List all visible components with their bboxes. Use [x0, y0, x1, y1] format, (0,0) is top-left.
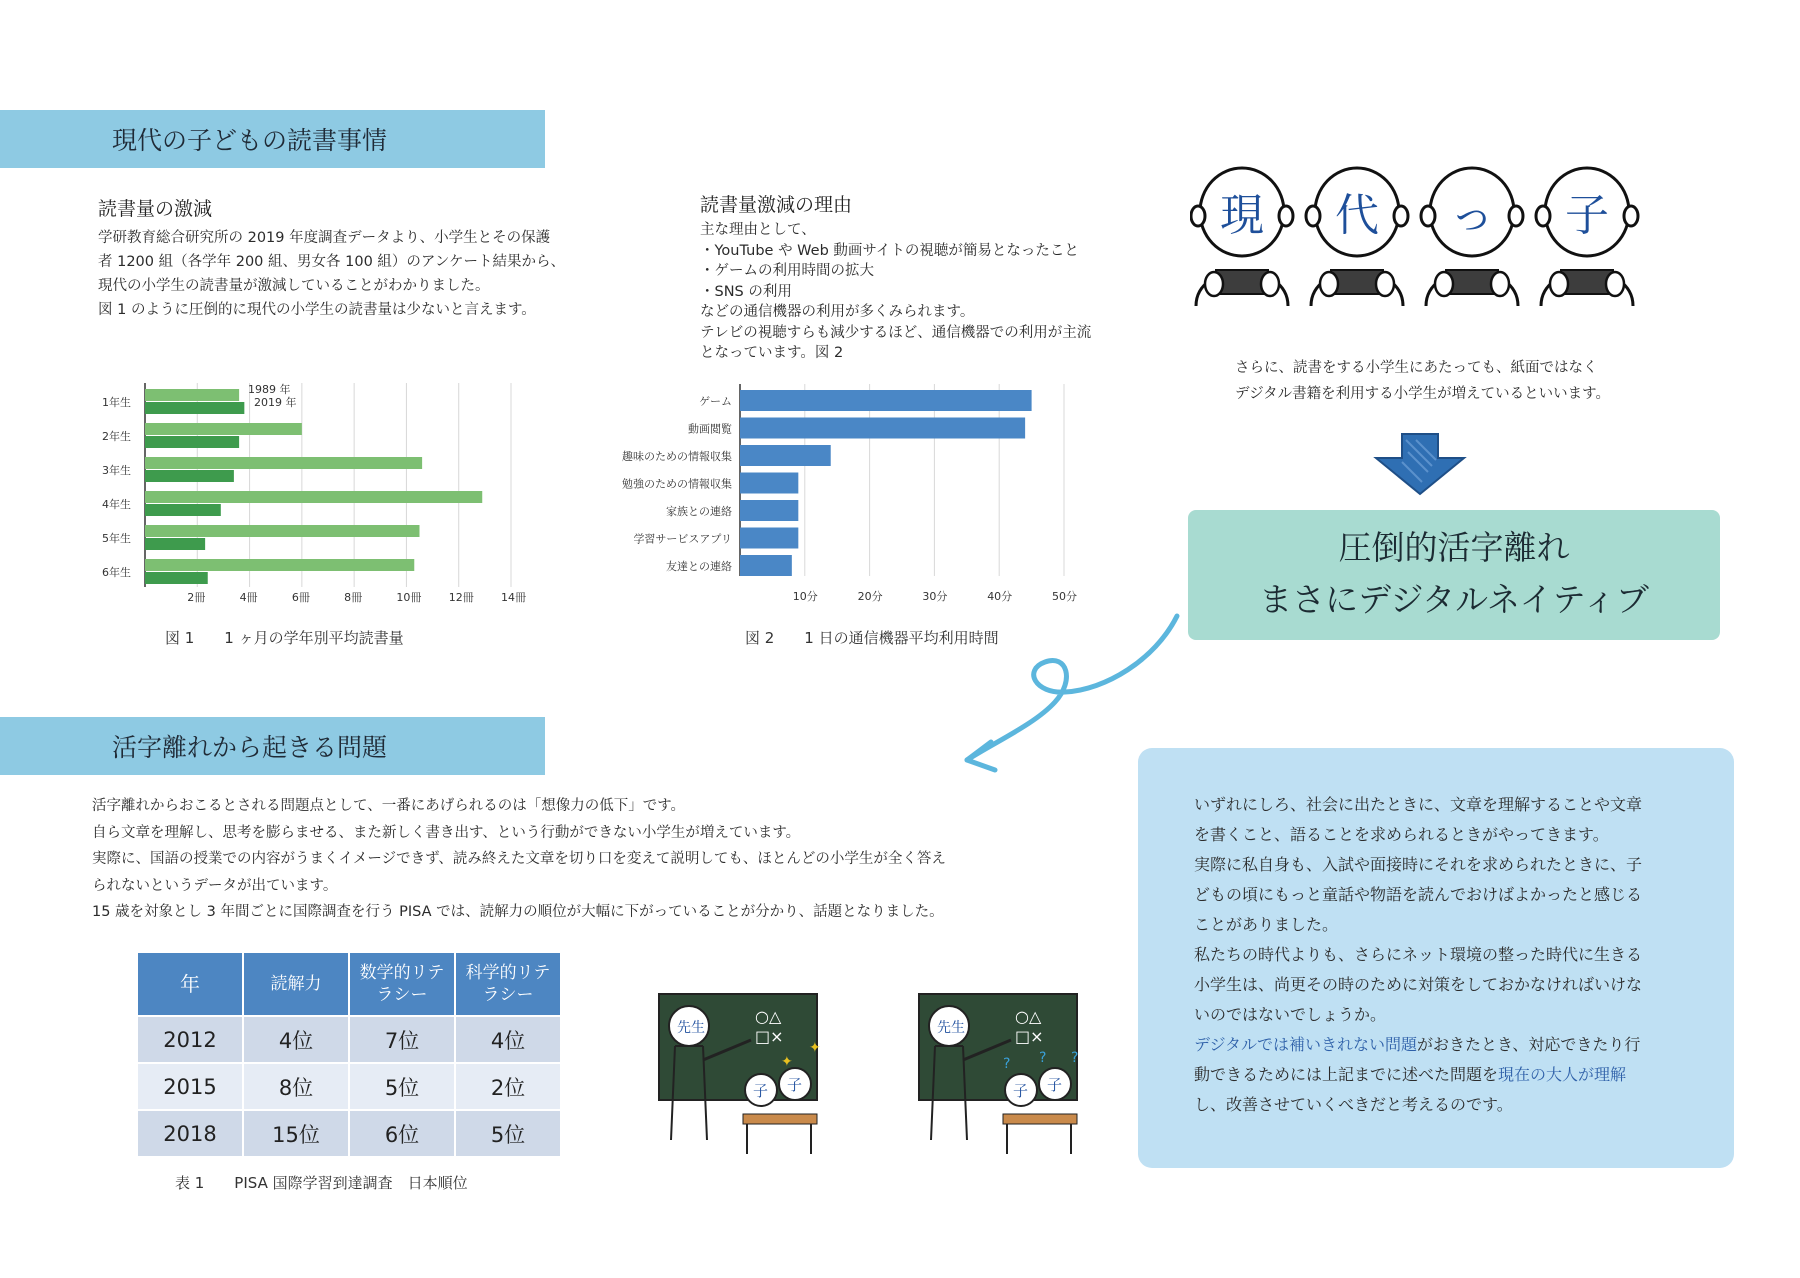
- svg-text:✦: ✦: [809, 1040, 821, 1056]
- table-cell: 5位: [456, 1111, 560, 1156]
- plain-text: 動できるためには上記までに述べた問題を: [1194, 1065, 1499, 1084]
- text-line: を書くこと、語ることを求められるときがやってきます。: [1194, 825, 1609, 844]
- bar: [740, 528, 798, 549]
- text-line: ・ゲームの利用時間の拡大: [700, 263, 874, 279]
- x-tick-label: 10冊: [396, 591, 422, 604]
- svg-text:□×: □×: [1015, 1027, 1044, 1046]
- text-line: いのではないでしょうか。: [1194, 1005, 1387, 1024]
- student-label: 子: [1013, 1082, 1029, 1100]
- text-line: 活字離れからおこるとされる問題点として、一番にあげられるのは「想像力の低下」です。: [92, 798, 686, 814]
- text-line: テレビの視聴すらも減少するほど、通信機器での利用が主流: [700, 324, 1092, 341]
- table-cell: 2015: [138, 1064, 242, 1109]
- x-tick-label: 14冊: [501, 591, 526, 604]
- text-line: などの通信機器の利用が多くみられます。: [700, 304, 975, 320]
- figure2-caption: 図 2 1 日の通信機器平均利用時間: [745, 629, 999, 647]
- text-line: [1194, 1060, 1694, 1090]
- y-tick-label: 6年生: [102, 566, 131, 579]
- decline-reasons-text: [700, 220, 1091, 364]
- section-banner-problems: 活字離れから起きる問題: [0, 717, 545, 775]
- kid-ear: [1279, 206, 1293, 226]
- text-line: ・YouTube や Web 動画サイトの視聴が簡易となったこと: [700, 242, 1079, 259]
- bar-2019: [145, 470, 234, 482]
- student-label: 子: [787, 1076, 803, 1094]
- kid-ear: [1306, 206, 1320, 226]
- kid-hand: [1320, 272, 1338, 296]
- bar: [740, 445, 831, 466]
- bar-2019: [145, 504, 221, 516]
- kid-character: っ: [1450, 190, 1494, 241]
- kid-ear: [1421, 206, 1435, 226]
- text-line: 実際に私自身も、入試や面接時にそれを求められたときに、子: [1194, 855, 1643, 874]
- bar-1989: [145, 559, 414, 571]
- bar: [740, 418, 1025, 439]
- bar-1989: [145, 457, 422, 469]
- text-line: 自ら文章を理解し、思考を膨らませる、また新しく書き出す、という行動ができない小学生が増えています。: [92, 824, 801, 841]
- kid-ear: [1191, 206, 1205, 226]
- text-line: デジタル書籍を利用する小学生が増えているといいます。: [1235, 386, 1610, 402]
- y-tick-label: 4年生: [102, 498, 131, 511]
- kid-ear: [1394, 206, 1408, 226]
- x-tick-label: 2冊: [187, 591, 206, 604]
- y-tick-label: 友達との連絡: [666, 560, 732, 573]
- text-line: 者 1200 組（各学年 200 組、男女各 100 組）のアンケート結果から、: [98, 254, 566, 270]
- x-tick-label: 8冊: [344, 591, 363, 604]
- classroom-understanding-illustration: [655, 990, 825, 1160]
- text-line: 学研教育総合研究所の 2019 年度調査データより、小学生とその保護: [98, 230, 551, 246]
- y-tick-label: 動画閲覧: [688, 422, 732, 436]
- y-tick-label: 趣味のための情報収集: [622, 450, 732, 463]
- y-tick-label: 学習サービスアプリ: [633, 532, 732, 546]
- kid-hand: [1205, 272, 1223, 296]
- svg-text:○△: ○△: [755, 1007, 782, 1026]
- highlight-text: デジタルでは補いきれない問題: [1194, 1035, 1418, 1054]
- classroom-confused-illustration: [915, 990, 1085, 1160]
- table-row: [138, 1111, 560, 1156]
- conclusion-box: [1138, 748, 1734, 1168]
- table-row: [138, 1017, 560, 1062]
- kid-ear: [1536, 206, 1550, 226]
- text-line: いずれにしろ、社会に出たときに、文章を理解することや文章: [1194, 795, 1643, 814]
- kid-hand: [1435, 272, 1453, 296]
- text-line: ことがありました。: [1194, 915, 1339, 934]
- bar-2019: [145, 538, 205, 550]
- kid-ear: [1509, 206, 1523, 226]
- table-cell: 2018: [138, 1111, 242, 1156]
- x-tick-label: 20分: [857, 590, 883, 603]
- text-line: 私たちの時代よりも、さらにネット環境の整った時代に生きる: [1194, 945, 1643, 964]
- kid-character: 代: [1335, 190, 1379, 241]
- x-tick-label: 10分: [792, 590, 818, 603]
- bar: [740, 473, 798, 494]
- pisa-ranking-table: [136, 951, 562, 1158]
- bar-1989: [145, 389, 239, 401]
- x-tick-label: 30分: [922, 590, 948, 603]
- bar-2019: [145, 572, 208, 584]
- device-usage-chart: [610, 380, 1100, 610]
- x-tick-label: 4冊: [239, 591, 258, 604]
- legend-label-2019: 2019 年: [254, 396, 297, 409]
- student-label: 子: [1047, 1076, 1063, 1094]
- kid-hand: [1606, 272, 1624, 296]
- table-row: [138, 1064, 560, 1109]
- kid-character: 子: [1565, 190, 1609, 241]
- svg-text:?: ?: [1039, 1050, 1047, 1066]
- text-line: [1194, 1030, 1694, 1060]
- figure1-caption: 図 1 1 ヶ月の学年別平均読書量: [165, 629, 404, 647]
- callout-line-2: まさにデジタルネイティブ: [1259, 580, 1649, 619]
- y-tick-label: 家族との連絡: [666, 505, 732, 518]
- table-cell: 4位: [244, 1017, 348, 1062]
- table-cell: 7位: [350, 1017, 454, 1062]
- table-cell: 8位: [244, 1064, 348, 1109]
- digital-books-text: [1235, 355, 1610, 407]
- header-text: ラシー: [482, 985, 534, 1005]
- bar: [740, 555, 792, 576]
- text-line: 主な理由として、: [700, 222, 816, 238]
- table-cell: 2012: [138, 1017, 242, 1062]
- highlight-text: 現在の大人が理解: [1498, 1065, 1627, 1084]
- kid-hand: [1261, 272, 1279, 296]
- table-header: [350, 953, 454, 1015]
- bar-2019: [145, 402, 244, 414]
- text-line: 図 1 のように圧倒的に現代の小学生の読書量は少ないと言えます。: [98, 302, 536, 318]
- header-text: 科学的リテ: [465, 963, 551, 983]
- teacher-label: 先生: [937, 1020, 965, 1036]
- plain-text: がおきたとき、対応できたり行: [1417, 1035, 1641, 1054]
- x-tick-label: 50分: [1052, 590, 1077, 603]
- decline-reasons-heading: 読書量激減の理由: [700, 194, 853, 216]
- problems-text: [92, 793, 946, 926]
- reading-volume-chart: [90, 375, 550, 615]
- x-tick-label: 6冊: [291, 591, 310, 604]
- text-line: 15 歳を対象とし 3 年間ごとに国際調査を行う PISA では、読解力の順位が大幅に下がっていることが分かり、話題となりました。: [92, 904, 944, 920]
- text-line: ・SNS の利用: [700, 283, 792, 300]
- table-cell: 2位: [456, 1064, 560, 1109]
- kid-character: 現: [1220, 190, 1264, 241]
- bar-1989: [145, 491, 482, 503]
- header-text: 数学的リテ: [359, 963, 445, 983]
- bar: [740, 500, 798, 521]
- kids-with-devices-illustration: [1190, 160, 1730, 310]
- y-tick-label: 1年生: [102, 396, 131, 409]
- callout-line-1: 圧倒的活字離れ: [1338, 528, 1570, 567]
- section-banner-reading: 現代の子どもの読書事情: [0, 110, 545, 168]
- svg-text:?: ?: [1003, 1056, 1011, 1072]
- bar-2019: [145, 436, 239, 448]
- x-tick-label: 12冊: [448, 591, 474, 604]
- teacher-label: 先生: [677, 1020, 705, 1036]
- bar-1989: [145, 423, 302, 435]
- table-header: 年: [138, 953, 242, 1015]
- text-line: 現代の小学生の読書量が激減していることがわかりました。: [98, 278, 490, 294]
- reading-decline-heading: 読書量の激減: [98, 198, 213, 220]
- text-line: 実際に、国語の授業での内容がうまくイメージできず、読み終えた文章を切り口を変えて説明しても、ほとんどの小学生が全く答え: [92, 851, 946, 867]
- svg-text:✦: ✦: [781, 1054, 793, 1070]
- student-label: 子: [753, 1082, 769, 1100]
- reading-decline-text: [98, 226, 565, 322]
- text-line: 小学生は、尚更その時のために対策をしておかなければいけな: [1194, 975, 1643, 994]
- bar-1989: [145, 525, 420, 537]
- kid-hand: [1376, 272, 1394, 296]
- table-caption: 表 1 PISA 国際学習到達調査 日本順位: [175, 1174, 468, 1192]
- y-tick-label: 3年生: [102, 464, 131, 477]
- table-cell: 5位: [350, 1064, 454, 1109]
- y-tick-label: 2年生: [102, 430, 131, 443]
- legend-label-1989: 1989 年: [248, 383, 291, 396]
- x-tick-label: 40分: [987, 590, 1013, 603]
- text-line: さらに、読書をする小学生にあたっても、紙面ではなく: [1235, 360, 1598, 376]
- table-header: 読解力: [244, 953, 348, 1015]
- header-text: ラシー: [376, 985, 428, 1005]
- kid-hand: [1491, 272, 1509, 296]
- svg-text:○△: ○△: [1015, 1007, 1042, 1026]
- down-arrow-icon: [1372, 432, 1468, 498]
- digital-native-callout: [1188, 510, 1720, 640]
- bar: [740, 390, 1032, 411]
- y-tick-label: 5年生: [102, 532, 131, 545]
- y-tick-label: 勉強のための情報収集: [622, 477, 732, 491]
- table-cell: 4位: [456, 1017, 560, 1062]
- kid-ear: [1624, 206, 1638, 226]
- y-tick-label: ゲーム: [699, 395, 732, 408]
- text-line: られないというデータが出ています。: [92, 877, 338, 894]
- table-cell: 15位: [244, 1111, 348, 1156]
- text-line: し、改善させていくべきだと考えるのです。: [1194, 1095, 1513, 1114]
- table-cell: 6位: [350, 1111, 454, 1156]
- text-line: となっています。図 2: [700, 345, 844, 361]
- table-header: [456, 953, 560, 1015]
- kid-hand: [1550, 272, 1568, 296]
- text-line: どもの頃にもっと童話や物語を読んでおけばよかったと感じる: [1194, 885, 1643, 904]
- svg-text:?: ?: [1071, 1050, 1079, 1066]
- svg-text:□×: □×: [755, 1027, 784, 1046]
